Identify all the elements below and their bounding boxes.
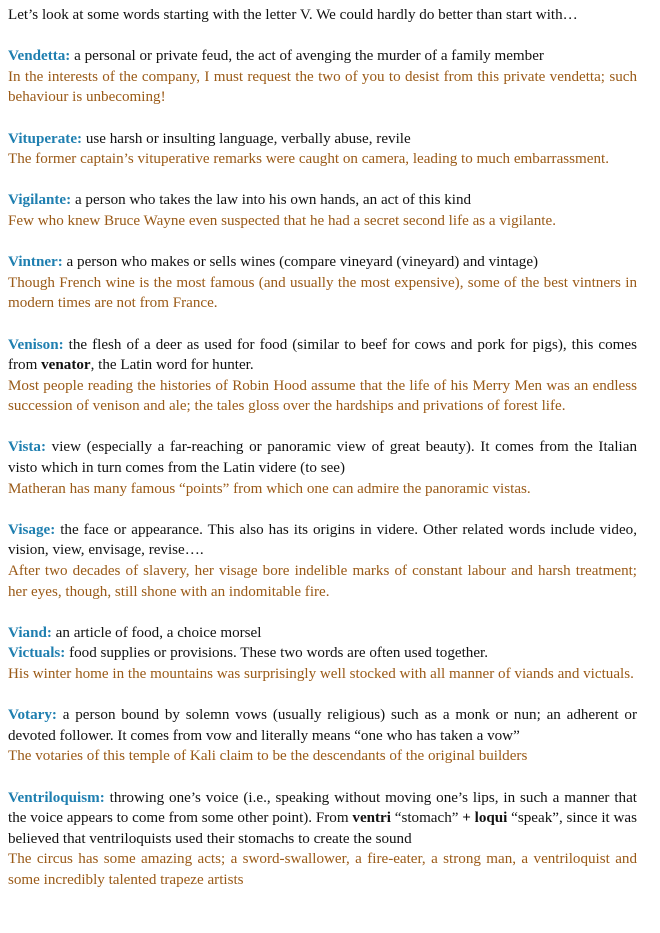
example-sentence: Most people reading the histories of Robin Hood assume that the life of his Merry Men was an endless succession of venison and ale; the tales gloss over the hardships and privations of forest life. [8, 377, 637, 415]
definition [8, 788, 637, 850]
example-sentence: Few who knew Bruce Wayne even suspected that he had a secret second life as a vigilante. [8, 212, 556, 229]
example-sentence: The votaries of this temple of Kali claim to be the descendants of the original builders [8, 748, 528, 765]
definition [8, 190, 637, 211]
entry-votary [8, 705, 637, 767]
term: Vendetta: [8, 48, 71, 65]
definition-text: the face or appearance. This also has its origins in videre. Other related words include video, vision, view, envisage, revise…. [8, 521, 637, 559]
definition-text: a person bound by solemn vows (usually religious) such as a monk or nun; an adherent or devoted follower. It comes from vow and literally means “one who has taken a vow” [8, 707, 637, 744]
definition-text: use harsh or insulting language, verbally abuse, revile [82, 130, 411, 147]
definition [8, 437, 637, 478]
term: Vituperate: [8, 130, 83, 147]
etymology-word: venator [41, 357, 91, 374]
definition-text: “stomach” [390, 810, 463, 827]
example-sentence: Matheran has many famous “points” from which one can admire the panoramic vistas. [8, 480, 531, 497]
definition [8, 335, 637, 376]
example-sentence: Though French wine is the most famous (and usually the most expensive), some of the best vintners in modern times are not from France. [8, 274, 637, 312]
definition-text: view (especially a far-reaching or panoramic view of great beauty). It comes from the Italian visto which in turn comes from the Latin videre (to see) [8, 439, 637, 477]
etymology-word: ventri [352, 810, 391, 827]
definition [8, 252, 637, 273]
definition-text: a person who makes or sells wines (compare vineyard (vineyard) and vintage) [62, 254, 539, 271]
term: Vintner: [8, 254, 63, 271]
term: Venison: [8, 336, 64, 353]
definition [8, 520, 637, 561]
term: Viand: [8, 624, 52, 641]
entry-viand-victuals [8, 623, 637, 685]
definition-text: the flesh of a deer as used for food (similar to beef for cows and pork for pigs), this comes from [8, 336, 637, 374]
entry-vigilante [8, 190, 637, 231]
term: Vista: [8, 439, 47, 456]
definition [8, 46, 637, 67]
definition-text: throwing one’s voice (i.e., speaking without moving one’s lips, in such a manner that the voice appears to come from some other point). From [8, 789, 637, 827]
entry-ventriloquism [8, 788, 637, 891]
definition-text: a personal or private feud, the act of avenging the murder of a family member [70, 48, 544, 65]
definition [8, 623, 637, 644]
definition-text: an article of food, a choice morsel [51, 624, 262, 641]
etymology-word: + loqui [462, 810, 508, 827]
entry-vintner [8, 252, 637, 314]
example-sentence: The circus has some amazing acts; a sword-swallower, a fire-eater, a strong man, a ventriloquist and some incredibly talented trapeze artists [8, 851, 637, 888]
definition [8, 643, 637, 664]
term: Votary: [8, 707, 57, 724]
term: Visage: [8, 521, 56, 538]
definition [8, 129, 637, 150]
intro-text: Let’s look at some words starting with the letter V. We could hardly do better than start with… [8, 7, 578, 23]
term: Ventriloquism: [8, 789, 105, 806]
entry-vista [8, 437, 637, 499]
entry-vituperate [8, 129, 637, 170]
example-sentence: The former captain’s vituperative remarks were caught on camera, leading to much embarrassment. [8, 151, 609, 168]
example-sentence: His winter home in the mountains was surprisingly well stocked with all manner of viands and victuals. [8, 666, 634, 682]
entry-vendetta [8, 46, 637, 108]
definition [8, 705, 637, 746]
entry-visage [8, 520, 637, 602]
term: Vigilante: [8, 192, 72, 209]
entry-venison [8, 335, 637, 417]
definition-text: , the Latin word for hunter. [90, 357, 254, 374]
definition-text: food supplies or provisions. These two words are often used together. [65, 645, 488, 662]
definition-text: a person who takes the law into his own hands, an act of this kind [71, 192, 472, 209]
definition-text: “speak”, since it was believed that ventriloquists used their stomachs to create the sound [8, 810, 637, 847]
term: Victuals: [8, 645, 66, 662]
example-sentence: After two decades of slavery, her visage bore indelible marks of constant labour and harsh treatment; her eyes, though, still shone with an indomitable fire. [8, 563, 637, 600]
example-sentence: In the interests of the company, I must request the two of you to desist from this private vendetta; such behaviour is unbecoming! [8, 68, 637, 106]
